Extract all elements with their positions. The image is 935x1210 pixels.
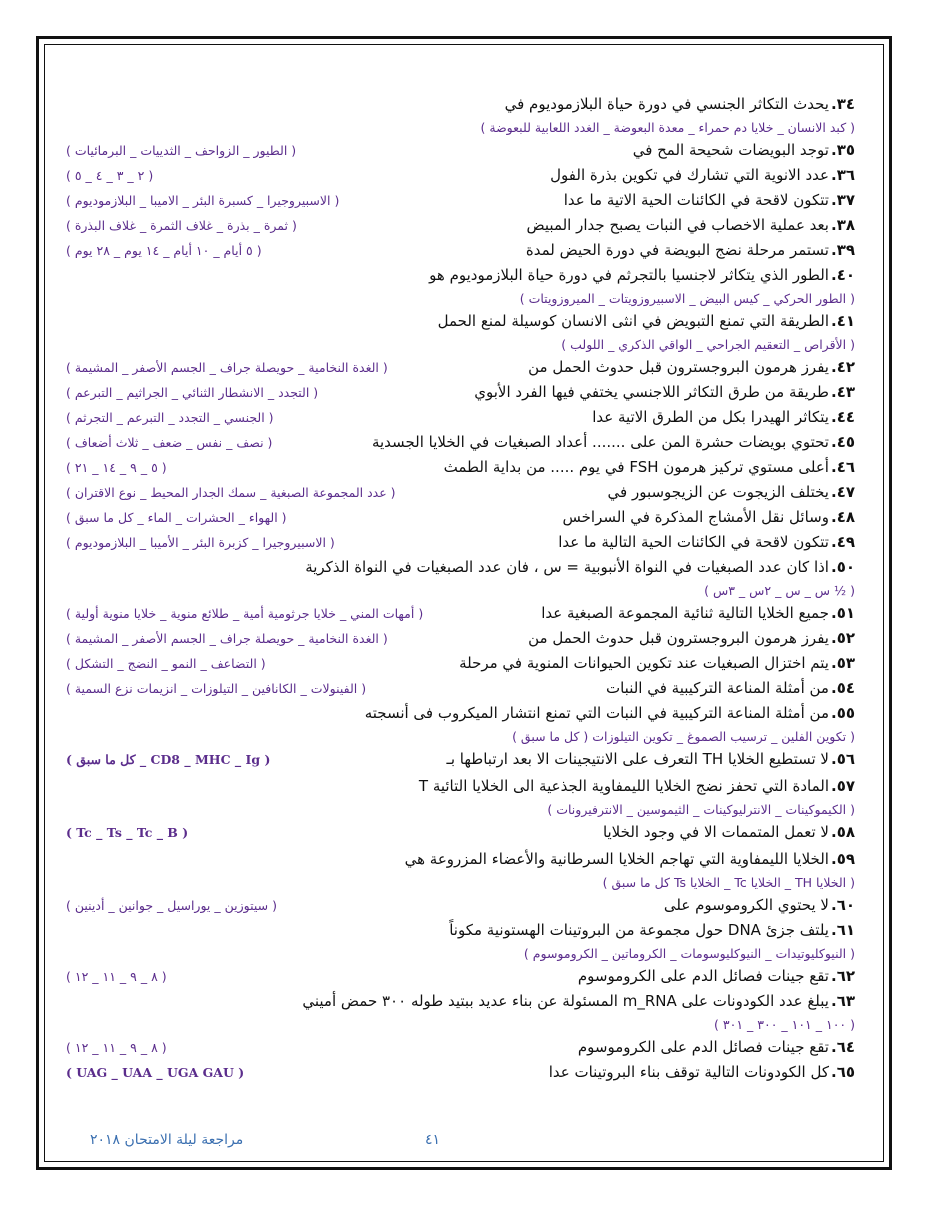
question-text: تحتوي بويضات حشرة المن على ....... أعداد الصبغيات في الخلايا الجسدية bbox=[371, 433, 829, 451]
question-list bbox=[58, 92, 855, 1087]
question-text: يختلف الزيجوت عن الزيجوسبور في bbox=[607, 483, 829, 501]
question-item bbox=[58, 555, 855, 580]
answer-options: ( الخلايا TH _ الخلايا Tc _ الخلايا Ts كل ما سبق ) bbox=[602, 875, 855, 890]
question-number: ٤٦. bbox=[830, 458, 855, 476]
question-text: تقع جينات فصائل الدم على الكروموسوم bbox=[577, 1038, 829, 1056]
question-item bbox=[58, 309, 855, 334]
question-item bbox=[58, 989, 855, 1014]
answer-options: ( ٨ _ ٩ _ ١١ _ ١٢ ) bbox=[66, 1040, 167, 1055]
footer-title: مراجعة ليلة الامتحان ٢٠١٨ bbox=[90, 1132, 244, 1148]
answer-options-line bbox=[58, 943, 855, 964]
question-item bbox=[58, 455, 855, 480]
question-text: تتكون لاقحة في الكائنات الحية الاتية ما عدا bbox=[563, 191, 829, 209]
question-number: ٦٤. bbox=[830, 1038, 855, 1056]
answer-options-line bbox=[58, 799, 855, 820]
question-item bbox=[58, 601, 855, 626]
question-text: بعد عملية الاخصاب في النبات يصبح جدار المبيض bbox=[526, 216, 829, 234]
answer-options: ( الهواء _ الحشرات _ الماء _ كل ما سبق ) bbox=[66, 510, 287, 525]
answer-options: ( ٢ _ ٣ _ ٤ _ ٥ ) bbox=[66, 168, 154, 183]
question-text: أعلى مستوي تركيز هرمون FSH في يوم ..... من بداية الطمث bbox=[443, 458, 829, 476]
question-number: ٥٨. bbox=[830, 823, 855, 841]
question-item bbox=[58, 676, 855, 701]
question-number: ٣٥. bbox=[830, 141, 855, 159]
answer-options: ( نصف _ نفس _ ضعف _ ثلاث أضعاف ) bbox=[66, 435, 273, 450]
question-text: لا تعمل المتممات الا في وجود الخلايا bbox=[602, 823, 829, 841]
question-text: الطريقة التي تمنع التبويض في انثى الانسان كوسيلة لمنع الحمل bbox=[437, 312, 829, 330]
question-item bbox=[58, 964, 855, 989]
question-text: توجد البويضات شحيحة المح في bbox=[632, 141, 829, 159]
answer-options: ( كبد الانسان _ خلايا دم حمراء _ معدة البعوضة _ الغدد اللعابية للبعوضة ) bbox=[480, 120, 855, 135]
question-number: ٤٠. bbox=[830, 266, 855, 284]
answer-options: ( الأقراص _ التعقيم الجراحي _ الواقي الذكري _ اللولب ) bbox=[561, 337, 855, 352]
answer-options: ( ٨ _ ٩ _ ١١ _ ١٢ ) bbox=[66, 969, 167, 984]
question-text: من أمثلة المناعة التركيبية في النبات التي تمنع انتشار الميكروب فى أنسجته bbox=[364, 704, 829, 722]
question-item bbox=[58, 1060, 855, 1087]
question-number: ٦٥. bbox=[830, 1063, 855, 1081]
question-text: لا تستطيع الخلايا TH التعرف على الانتيجينات الا بعد ارتباطها بـ bbox=[446, 750, 829, 768]
answer-options: ( سيتوزين _ يوراسيل _ جوانين _ أدينين ) bbox=[66, 898, 277, 913]
question-number: ٦١. bbox=[830, 921, 855, 939]
question-text: يلتف جزئ DNA حول مجموعة من البروتينات الهستونية مكوناً bbox=[449, 921, 829, 939]
question-item bbox=[58, 238, 855, 263]
question-number: ٣٩. bbox=[830, 241, 855, 259]
question-item bbox=[58, 1035, 855, 1060]
question-item bbox=[58, 847, 855, 872]
question-number: ٥٠. bbox=[830, 558, 855, 576]
question-number: ٥٢. bbox=[830, 629, 855, 647]
question-text: عدد الانوية التي تشارك في تكوين بذرة الفول bbox=[550, 166, 829, 184]
question-item bbox=[58, 701, 855, 726]
answer-options: ( Tc _ Ts _ Tc _ B ) bbox=[66, 825, 189, 840]
question-text: وسائل نقل الأمشاج المذكرة في السراخس bbox=[562, 508, 829, 526]
answer-options: ( UAG _ UAA _ UGA GAU ) bbox=[66, 1065, 245, 1080]
page-number: ٤١ bbox=[425, 1132, 441, 1148]
question-text: تتكون لاقحة في الكائنات الحية التالية ما عدا bbox=[558, 533, 829, 551]
answer-options: ( التضاعف _ النمو _ النضج _ التشكل ) bbox=[66, 656, 266, 671]
answer-options: ( الغدة النخامية _ حويصلة جراف _ الجسم الأصفر _ المشيمة ) bbox=[66, 631, 388, 646]
answer-options: ( الجنسي _ التجدد _ التبرعم _ التجرثم ) bbox=[66, 410, 274, 425]
question-item bbox=[58, 213, 855, 238]
answer-options: ( تكوين الفلين _ ترسيب الصموغ _ تكوين التيلوزات ( كل ما سبق ) bbox=[512, 729, 855, 744]
question-item bbox=[58, 626, 855, 651]
answer-options: ( عدد المجموعة الصبغية _ سمك الجدار المحيط _ نوع الاقتران ) bbox=[66, 485, 396, 500]
question-text: المادة التي تحفز نضج الخلايا الليمفاوية الجذعية الى الخلايا التائية T bbox=[418, 777, 829, 795]
question-text: تقع جينات فصائل الدم على الكروموسوم bbox=[577, 967, 829, 985]
answer-options-line bbox=[58, 872, 855, 893]
question-text: لا يحتوي الكروموسوم على bbox=[663, 896, 829, 914]
question-number: ٤٤. bbox=[830, 408, 855, 426]
question-item bbox=[58, 263, 855, 288]
question-number: ٥٧. bbox=[830, 777, 855, 795]
question-number: ٤٢. bbox=[830, 358, 855, 376]
question-item bbox=[58, 918, 855, 943]
answer-options: ( الغدة النخامية _ حويصلة جراف _ الجسم الأصفر _ المشيمة ) bbox=[66, 360, 388, 375]
question-number: ٦٠. bbox=[830, 896, 855, 914]
question-text: يتم اختزال الصبغيات عند تكوين الحيوانات المنوية في مرحلة bbox=[459, 654, 829, 672]
question-number: ٤٧. bbox=[830, 483, 855, 501]
answer-options: ( ثمرة _ بذرة _ غلاف الثمرة _ غلاف البذرة ) bbox=[66, 218, 297, 233]
question-text: تستمر مرحلة نضج البويضة في دورة الحيض لمدة bbox=[525, 241, 829, 259]
question-number: ٤٨. bbox=[830, 508, 855, 526]
question-number: ٤٣. bbox=[830, 383, 855, 401]
question-text: من أمثلة المناعة التركيبية في النبات bbox=[605, 679, 829, 697]
question-number: ٦٣. bbox=[830, 992, 855, 1010]
answer-options: ( الاسبيروجيرا _ كسبرة البئر _ الاميبا _ البلازموديوم ) bbox=[66, 193, 340, 208]
answer-options: ( أمهات المني _ خلايا جرثومية أمية _ طلائع منوية _ خلايا منوية أولية ) bbox=[66, 606, 424, 621]
question-item bbox=[58, 188, 855, 213]
question-text: يفرز هرمون البروجسترون قبل حدوث الحمل من bbox=[528, 629, 829, 647]
question-item bbox=[58, 163, 855, 188]
answer-options: ( ١٠٠ _ ١٠١ _ ٣٠٠ _ ٣٠١ ) bbox=[714, 1017, 855, 1032]
answer-options-line bbox=[58, 726, 855, 747]
question-item bbox=[58, 893, 855, 918]
question-text: جميع الخلايا التالية ثنائية المجموعة الصبغية عدا bbox=[541, 604, 829, 622]
question-item bbox=[58, 92, 855, 117]
answer-options: ( الطيور _ الزواحف _ الثدييات _ البرمائيات ) bbox=[66, 143, 297, 158]
question-item bbox=[58, 530, 855, 555]
question-number: ٥٤. bbox=[830, 679, 855, 697]
question-text: يحدث التكاثر الجنسي في دورة حياة البلازموديوم في bbox=[504, 95, 829, 113]
answer-options-line bbox=[58, 1014, 855, 1035]
answer-options: ( ½ س _ س _ ٢س _ ٣س ) bbox=[704, 583, 855, 598]
question-item bbox=[58, 505, 855, 530]
question-item bbox=[58, 651, 855, 676]
answer-options-line bbox=[58, 334, 855, 355]
question-item bbox=[58, 820, 855, 847]
answer-options-line bbox=[58, 580, 855, 601]
question-number: ٦٢. bbox=[830, 967, 855, 985]
answer-options: ( التجدد _ الانشطار الثنائي _ الجراثيم _ التبرعم ) bbox=[66, 385, 319, 400]
question-number: ٣٤. bbox=[830, 95, 855, 113]
question-item bbox=[58, 480, 855, 505]
answer-options: ( الطور الحركي _ كيس البيض _ الاسبيروزويتات _ الميروزويتات ) bbox=[519, 291, 855, 306]
question-text: طريقة من طرق التكاثر اللاجنسي يختفي فيها الفرد الأبوي bbox=[474, 383, 829, 401]
answer-options: ( الفينولات _ الكانافين _ التيلوزات _ انزيمات نزع السمية ) bbox=[66, 681, 367, 696]
answer-options: ( الاسبيروجيرا _ كزبرة البئر _ الأميبا _ البلازموديوم ) bbox=[66, 535, 335, 550]
question-number: ٥٥. bbox=[830, 704, 855, 722]
question-text: الخلايا الليمفاوية التي تهاجم الخلايا السرطانية والأعضاء المزروعة هي bbox=[404, 850, 829, 868]
question-number: ٥٣. bbox=[830, 654, 855, 672]
question-text: الطور الذي يتكاثر لاجنسيا بالتجرثم في دورة حياة البلازموديوم هو bbox=[429, 266, 829, 284]
question-item bbox=[58, 355, 855, 380]
answer-options: ( CD8 _ MHC _ Ig _ كل ما سبق ) bbox=[66, 752, 271, 767]
question-number: ٥١. bbox=[830, 604, 855, 622]
question-number: ٥٩. bbox=[830, 850, 855, 868]
question-text: اذا كان عدد الصبغيات في النواة الأنبوبية = س ، فان عدد الصبغيات في النواة الذكرية bbox=[305, 558, 829, 576]
answer-options-line bbox=[58, 117, 855, 138]
question-number: ٤٥. bbox=[830, 433, 855, 451]
answer-options: ( ٥ _ ٩ _ ١٤ _ ٢١ ) bbox=[66, 460, 167, 475]
answer-options: ( النيوكليوتيدات _ النيوكليوسومات _ الكروماتين _ الكروموسوم ) bbox=[523, 946, 855, 961]
question-number: ٣٨. bbox=[830, 216, 855, 234]
question-text: يفرز هرمون البروجسترون قبل حدوث الحمل من bbox=[528, 358, 829, 376]
question-number: ٤٩. bbox=[830, 533, 855, 551]
question-number: ٣٧. bbox=[830, 191, 855, 209]
question-item bbox=[58, 774, 855, 799]
question-item bbox=[58, 747, 855, 774]
answer-options: ( الكيموكينات _ الانترليوكينات _ الثيموسين _ الانترفيرونات ) bbox=[547, 802, 855, 817]
question-item bbox=[58, 430, 855, 455]
question-text: يبلغ عدد الكودونات على m_RNA المسئولة عن بناء عديد ببتيد طوله ٣٠٠ حمض أميني bbox=[302, 992, 829, 1010]
answer-options-line bbox=[58, 288, 855, 309]
question-number: ٤١. bbox=[830, 312, 855, 330]
question-item bbox=[58, 138, 855, 163]
question-text: يتكاثر الهيدرا بكل من الطرق الاتية عدا bbox=[592, 408, 829, 426]
answer-options: ( ٥ أيام _ ١٠ أيام _ ١٤ يوم _ ٢٨ يوم ) bbox=[66, 243, 262, 258]
question-number: ٣٦. bbox=[830, 166, 855, 184]
question-number: ٥٦. bbox=[830, 750, 855, 768]
question-item bbox=[58, 380, 855, 405]
question-text: كل الكودونات التالية توقف بناء البروتينات عدا bbox=[548, 1063, 829, 1081]
question-item bbox=[58, 405, 855, 430]
